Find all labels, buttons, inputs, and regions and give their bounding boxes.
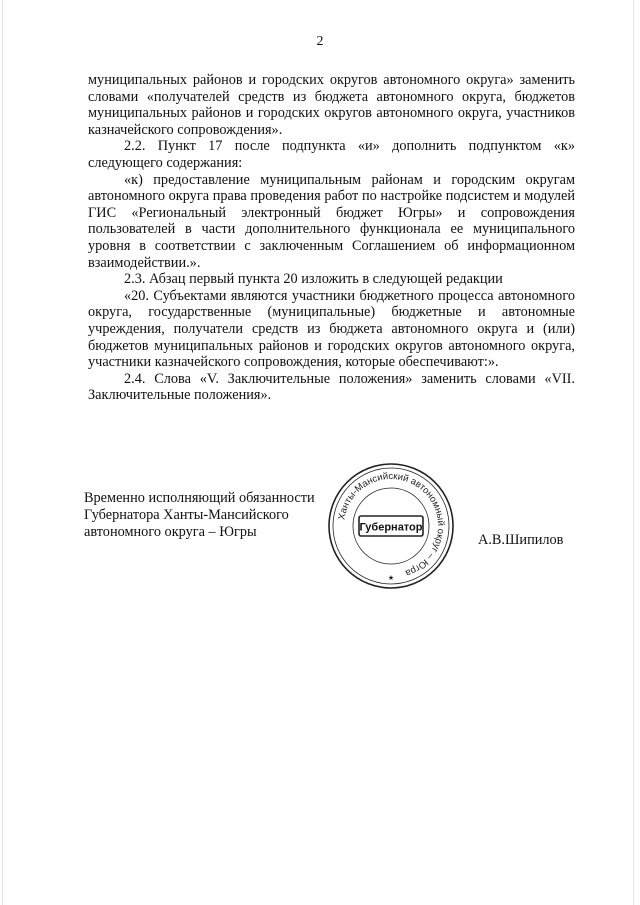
page-number: 2 xyxy=(316,34,324,49)
seal-star-icon: ★ xyxy=(387,574,395,582)
paragraph: «к) предоставление муниципальным районам и городским округам автономного округа права проведения работ по настройке подсистем и модулей ГИС «Региональный электронный бюджет Югры» и сопровождения пользователей в части дополнительного функционала ее муниципального уровня в соответствии с заключенным Соглашением об информационном взаимодействии.». xyxy=(88,171,575,271)
paragraph: 2.4. Слова «V. Заключительные положения» заменить словами «VII. Заключительные положения». xyxy=(88,370,575,404)
seal-ring-text: Ханты-Мансийский автономный округ – Югра xyxy=(336,470,447,579)
paragraph: «20. Субъектами являются участники бюджетного процесса автономного округа, государственные (муниципальные) бюджетные и автономные учреждения, получатели средств из бюджета автономного округа и (или) бюджетов муниципальных районов и городских округов автономного округа, участники казначейского сопровождения, которые обеспечивают:». xyxy=(88,287,575,371)
paragraph: 2.3. Абзац первый пункта 20 изложить в следующей редакции xyxy=(124,271,503,288)
official-seal-stamp xyxy=(327,462,455,590)
signatory-position-line: Губернатора Ханты-Мансийского xyxy=(84,507,289,523)
signatory-position-line: Временно исполняющий обязанности xyxy=(84,490,315,506)
paragraph: 2.2. Пункт 17 после подпункта «и» дополнить подпунктом «к» следующего содержания: xyxy=(88,138,575,171)
paragraph: муниципальных районов и городских округов автономного округа» заменить словами «получателей средств из бюджета автономного округа, бюджетов муниципальных районов и городских округов автономного округа, участников казначейского сопровождения». xyxy=(88,72,575,138)
document-body xyxy=(88,72,575,404)
signatory-position xyxy=(84,490,344,541)
signatory-name: А.В.Шипилов xyxy=(478,532,564,548)
seal-center-text: Губернатор xyxy=(359,521,423,534)
scan-edge-right xyxy=(633,0,634,905)
scan-edge-left xyxy=(2,0,3,905)
signatory-position-line: автономного округа – Югры xyxy=(84,524,257,540)
